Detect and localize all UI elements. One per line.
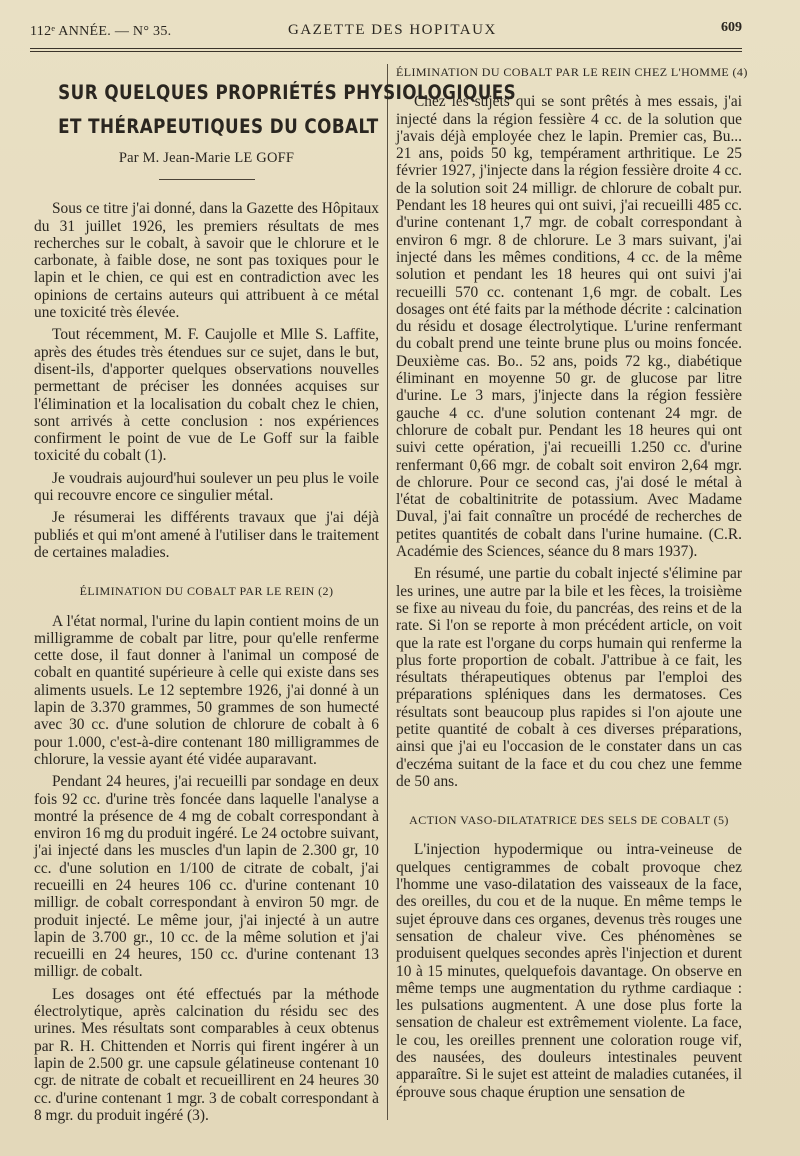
paragraph: Sous ce titre j'ai donné, dans la Gazette des Hôpitaux du 31 juillet 1926, les premiers résultats de mes recherches sur le cobalt, à savoir que le chlorure et le carbonate, à faible dose, ne sont pas toxiques pour le lapin et le chien, ce qui est en contradiction avec les opinions de certains auteurs qui attribuent à ce métal une toxicité très élevée. (34, 200, 379, 322)
paragraph: A l'état normal, l'urine du lapin contient moins de un milligramme de cobalt par litre, pour qu'elle renferme cette dose, il faut donner à l'animal un composé de cobalt en quantité supérieure à celle qui existe dans ses aliments usuels. Le 12 septembre 1926, j'ai donné à un lapin de 3.370 grammes, 50 grammes de son humecté avec 30 cc. d'une solution de chlorure de cobalt à 6 pour 1.000, c'est-à-dire contenant 180 milligrammes de chlorure, la vessie ayant été vidée auparavant. (34, 612, 379, 768)
paragraph: Pendant 24 heures, j'ai recueilli par sondage en deux fois 92 cc. d'urine très foncée dans laquelle l'analyse a montré la présence de 4 mg de cobalt correspondant à environ 16 mg du produit ingéré. Le 24 octobre suivant, j'ai injecté dans les muscles d'un lapin de 2.300 gr, 10 cc. d'une solution en 1/100 de citrate de cobalt, j'ai recueilli en 24 heures 106 cc. d'urine contenant 10 milligr. de cobalt correspondant à environ 50 mgr. de produit injecté. Le même jour, j'ai injecté à un autre lapin de 3.700 gr., 10 cc. de la même solution et j'ai recueilli en 24 heures, 150 cc. d'urine contenant 13 milligr. de cobalt. (34, 773, 379, 981)
section-heading: ÉLIMINATION DU COBALT PAR LE REIN CHEZ L'HOMME (4) (396, 65, 748, 79)
paragraph: Je voudrais aujourd'hui soulever un peu plus le voile qui recouvre encore ce singulier métal. (34, 469, 379, 505)
byline: Par M. Jean-Marie LE GOFF (118, 150, 295, 166)
section-heading: ÉLIMINATION DU COBALT PAR LE REIN (2) (79, 584, 334, 599)
issue-info: 112ᵉ ANNÉE. — N° 35. (30, 24, 172, 39)
byline-rule (159, 179, 255, 180)
column-divider (387, 64, 388, 1120)
section-heading: ACTION VASO-DILATATRICE DES SELS DE COBALT (5) (409, 813, 729, 828)
running-header (30, 22, 742, 46)
right-column (396, 64, 748, 1101)
paragraph: Je résumerai les différents travaux que j'ai déjà publiés et qui m'ont amené à l'utiliser dans le traitement de certaines maladies. (34, 509, 379, 561)
paragraph: Chez les sujets qui se sont prêtés à mes essais, j'ai injecté dans la région fessière 4 cc. de la solution que j'avais déjà employée chez le lapin. Premier cas, Bu... 21 ans, poids 50 kg, tempérament arthritique. Le 25 février 1927, j'injecte dans la région fessière droite 4 cc. de la solution soit 24 milligr. de chlorure de cobalt pur. Pendant les 18 heures qui ont suivi, j'ai recueilli 485 cc. d'urine contenant 1,7 mgr. de cobalt correspondant à environ 6 mgr. 8 de chlorure. Le 3 mars suivant, j'ai injecté dans les mêmes conditions, 4 cc. de la même solution et pendant les 18 heures qui ont suivi j'ai recueilli 570 cc. contenant 1,6 mgr. de cobalt. Les dosages ont été faits par la méthode décrite : calcination du résidu et dosage électrolytique. L'urine renfermant du cobalt prend une teinte brune plus ou moins foncée. Deuxième cas. Bo.. 52 ans, poids 72 kg., diabétique éliminant en moyenne 50 gr. de glucose par litre d'urine. Le 3 mars, j'injecte dans la région fessière gauche 4 cc. d'une solution contenant 24 mgr. de chlorure de cobalt pur. Pendant les 18 heures qui ont suivi cette opération, j'ai recueilli 1.250 cc. d'urine renfermant 0,66 mgr. de cobalt soit environ 2,64 mgr. de chlorure. Pour ce second cas, j'ai dosé le métal à l'état de cobaltinitrite de potassium. Avec Madame Duval, j'ai fait connaître un procédé de recherches de petites quantités de cobalt dans l'urine humaine. (C.R. Académie des Sciences, séance du 8 mars 1937). (396, 93, 742, 561)
paragraph: En résumé, une partie du cobalt injecté s'élimine par les urines, une autre par la bile et les fèces, la troisième se fixe au niveau du foie, du pancréas, des reins et de la rate. Si l'on se reporte à mon précédent article, on voit que la rate est l'organe du corps humain qui renferme la plus forte proportion de cobalt. J'attribue à ce fait, les résultats thérapeutiques obtenus par l'emploi des préparations spléniques dans les dermatoses. Ces résultats sont beaucoup plus rapides si l'on ajoute une petite quantité de cobalt à ces diverses préparations, ainsi que j'ai eu l'occasion de le constater dans un cas d'eczéma suitant de la face et du cou chez une femme de 50 ans. (396, 565, 742, 790)
journal-title: GAZETTE DES HOPITAUX (288, 22, 497, 38)
page-number: 609 (721, 20, 742, 35)
left-column (34, 64, 517, 1124)
paragraph: Tout récemment, M. F. Caujolle et Mlle S. Laffite, après des études très étendues sur ce sujet, dans le but, disent-ils, d'apporter quelques observations nouvelles permettant de préciser les données acquises sur l'élimination et la localisation du cobalt chez le chien, sont arrivés à cette conclusion : nos expériences confirment le point de vue de Le Goff sur la faible toxicité du cobalt (1). (34, 326, 379, 465)
header-rule (30, 48, 742, 49)
article-title-line1: SUR QUELQUES PROPRIÉTÉS PHYSIOLOGIQUES (58, 81, 517, 104)
paragraph: L'injection hypodermique ou intra-veineuse de quelques centigrammes de cobalt provoque chez l'homme une vaso-dilatation des vaisseaux de la face, des oreilles, du cou et de la nuque. En même temps le sujet éprouve dans ces organes, devenus très rouges une sensation de chaleur vive. Ces phénomènes se produisent quelques secondes après l'injection et durent 10 à 15 minutes, quelquefois davantage. On observe en même temps une augmentation du rythme cardiaque : les pulsations augmentent. A une dose plus forte la sensation de chaleur est extrêmement violente. La face, le cou, les oreilles prennent une coloration rouge vif, des nausées, des douleurs intestinales peuvent apparaître. Si le sujet est atteint de maladies cutanées, il éprouve sous chaque éruption une sensation de (396, 841, 742, 1101)
header-rule-double (30, 51, 742, 52)
paragraph: Les dosages ont été effectués par la méthode électrolytique, après calcination du résidu sec des urines. Mes résultats sont comparables à ceux obtenus par R. H. Chittenden et Norris qui firent ingérer à un lapin de 2.500 gr. une capsule gélatineuse contenant 10 cgr. de nitrate de cobalt et recueillirent en 24 heures 30 cc. d'urine contenant 1 mgr. 3 de cobalt correspondant à 8 mgr. du produit ingéré (3). (34, 985, 379, 1124)
article-title-line2: ET THÉRAPEUTIQUES DU COBALT (58, 115, 379, 138)
